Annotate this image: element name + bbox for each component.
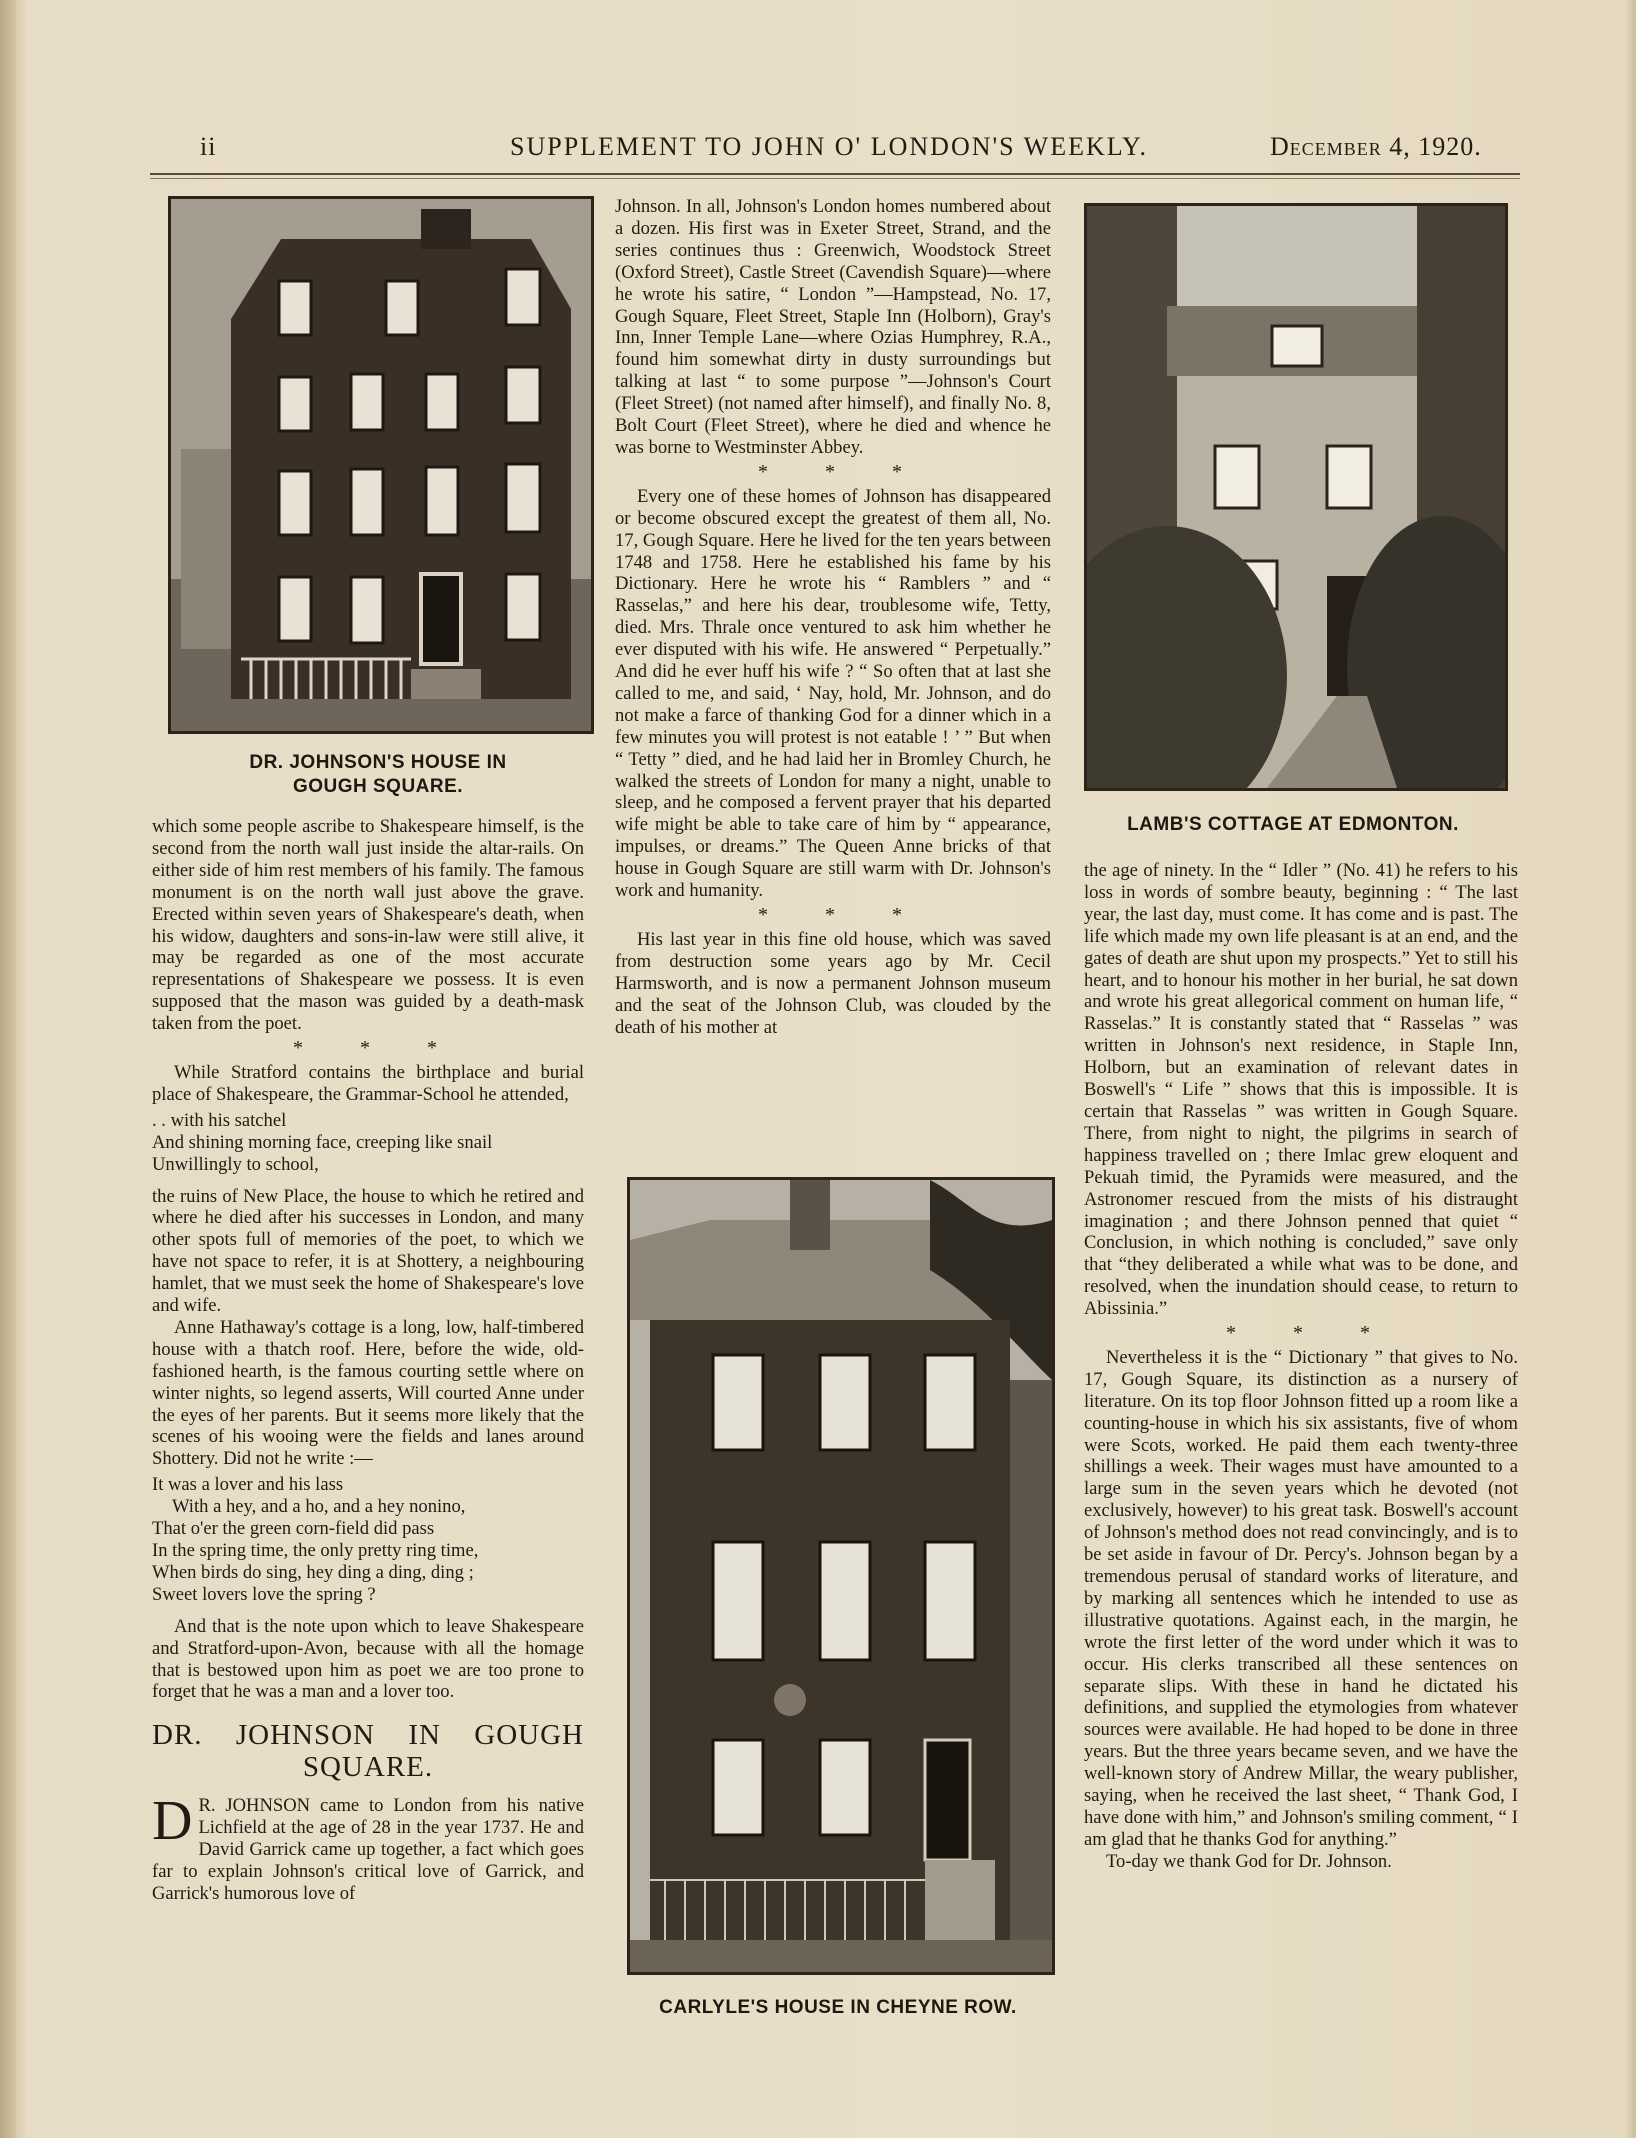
column-3: [1084, 860, 1518, 1873]
paragraph: the ruins of New Place, the house to which he retired and where he died after his successes in London, and many other spots full of memories of the poet, to which we have not space to refer, it is at Shottery, a neighbouring hamlet, that we must seek the home of Shakespeare's love and wife.: [152, 1185, 584, 1317]
caption-line: GOUGH SQUARE.: [292, 776, 464, 797]
paragraph: While Stratford contains the birthplace and burial place of Shakespeare, the Grammar-School he attended,: [152, 1061, 584, 1105]
carlyles-house-photo: [627, 1177, 1055, 1975]
johnson-house-photo: [168, 196, 594, 734]
header-rule: [150, 173, 1520, 175]
johnson-house-caption: [168, 751, 588, 799]
verse-line: With a hey, and a ho, and a hey nonino,: [172, 1496, 466, 1518]
verse-line: When birds do sing, hey ding a ding, ding ;: [152, 1561, 474, 1583]
verse-line: Unwillingly to school,: [152, 1153, 319, 1175]
heading-word: SQUARE.: [302, 1751, 434, 1784]
heading-word: DR.: [152, 1719, 203, 1752]
caption-line: DR. JOHNSON'S HOUSE IN: [249, 752, 507, 773]
section-break: * * *: [1226, 1322, 1396, 1345]
verse-line: That o'er the green corn-field did pass: [152, 1518, 435, 1540]
verse-line: . . with his satchel: [152, 1109, 287, 1131]
section-break: * * *: [758, 904, 928, 926]
paragraph: To-day we thank God for Dr. Johnson.: [1106, 1850, 1392, 1872]
paragraph: [152, 1790, 584, 1905]
header-rule-thin: [150, 178, 1520, 179]
heading-word: GOUGH: [474, 1719, 584, 1752]
section-break: * * *: [293, 1037, 463, 1060]
verse-quotation: [152, 1110, 584, 1176]
lambs-cottage-photo: [1084, 203, 1508, 791]
column-2: [615, 196, 1051, 1038]
page-edge: [1626, 0, 1636, 2138]
lambs-cottage-caption: LAMB'S COTTAGE AT EDMONTON.: [1127, 814, 1459, 835]
paragraph: Johnson. In all, Johnson's London homes numbered about a dozen. His first was in Exeter Street, Strand, and the series continues thus : Greenwich, Woodstock Street (Oxford Street), Castle Street (Cavendish Square)—where he wrote his satire, “ London ”—Hampstead, No. 17, Gough Square, Fleet Street, Staple Inn (Holborn), Gray's Inn, Inner Temple Lane—where Ozias Humphrey, R.A., found him somewhat dirty in dusty surroundings but talking at last “ to some purpose ”—Johnson's Court (Fleet Street) (not named after himself), and finally No. 8, Bolt Court (Fleet Street), where he died and whence he was borne to Westminster Abbey.: [615, 196, 1051, 458]
section-heading: [152, 1719, 584, 1783]
paragraph: His last year in this fine old house, which was saved from destruction some years ago by Mr. Cecil Harmsworth, and is now a permanent Johnson museum and the seat of the Johnson Club, was clouded by the death of his mother at: [615, 928, 1051, 1038]
paragraph: Every one of these homes of Johnson has disappeared or become obscured except the greatest of them all, No. 17, Gough Square. Here he lived for the ten years between 1748 and 1758. Here he established his fame by his Dictionary. Here he wrote his “ Ramblers ” and “ Rasselas,” and here his dear, troublesome wife, Tetty, died. Mrs. Thrale once ventured to ask him whether he ever disputed with his wife. He answered “ Perpetually.” And did he ever huff his wife ? “ So often that at last she called to me, and said, ‘ Nay, hold, Mr. Johnson, and do not make a farce of thanking God for a dinner which in a few minutes you will protest is not eatable ! ’ ” But when “ Tetty ” died, and he had laid her in Bromley Church, he walked the streets of London for many a night, unable to sleep, and he composed a fervent prayer that his departed wife might be able to take care of him by “ appearance, impulses, or dreams.” The Queen Anne bricks of that house in Gough Square are still warm with Dr. Johnson's work and humanity.: [615, 485, 1051, 902]
paragraph: Nevertheless it is the “ Dictionary ” that gives to No. 17, Gough Square, its distinction as a nursery of literature. On its top floor Johnson fitted up a room like a counting-house in which his six assistants, five of whom were Scots, worked. He paid them each twenty-three shillings a week. Their wages must have amounted to a large sum in the seven years which he devoted (not exclusively, however) to his great task. Boswell's account of Johnson's method does not read convincingly, and is to be set aside in favour of Dr. Percy's. Johnson began by a tremendous perusal of standard works of literature, and by marking all sentences which he intended to use as illustrative quotations. Against each, in the margin, he wrote the first letter of the word under which it was to occur. His clerks transcribed all these sentences on separate slips. With these in hand he dictated his definitions, and supplied the etymologies from whatever sources were available. He had hoped to be done in three years. But the three years became seven, and we have the well-known story of Andrew Millar, the weary publisher, saying, when he received the last sheet, “ Thank God, I have done with him,” and Johnson's smiling comment, “ I am glad that he thanks God for anything.”: [1084, 1346, 1518, 1850]
heading-word: IN: [408, 1719, 441, 1752]
drop-cap: D: [152, 1790, 193, 1853]
verse-line: It was a lover and his lass: [152, 1474, 344, 1496]
verse-line: Sweet lovers love the spring ?: [152, 1583, 376, 1605]
column-1: [152, 816, 584, 1905]
paragraph-text: came to London from his native Lichfield at the age of 28 in the year 1737. He and David Garrick came up together, a fact which goes far to explain Johnson's critical love of Garrick, and Garrick's humorous love of: [152, 1795, 584, 1904]
lead-in: R. JOHNSON: [198, 1795, 311, 1817]
carlyles-house-caption: CARLYLE'S HOUSE IN CHEYNE ROW.: [659, 1997, 1017, 2018]
verse-line: In the spring time, the only pretty ring time,: [152, 1540, 479, 1561]
page-number: ii: [200, 132, 217, 161]
section-break: * * *: [758, 460, 928, 483]
verse-quotation: [152, 1474, 584, 1605]
binding-edge: [0, 0, 16, 2138]
heading-word: JOHNSON: [235, 1719, 376, 1752]
paragraph: And that is the note upon which to leave Shakespeare and Stratford-upon-Avon, because with all the homage that is bestowed upon him as poet we are too prone to forget that he was a man and a lover too.: [152, 1615, 584, 1703]
issue-date: December 4, 1920.: [1270, 132, 1482, 161]
paragraph: which some people ascribe to Shakespeare himself, is the second from the north wall just inside the altar-rails. On either side of him rest members of his family. The famous monument is on the north wall just above the grave. Erected within seven years of Shakespeare's death, when his widow, daughters and sons-in-law were still alive, it may be regarded as one of the most accurate representations of Shakespeare we possess. It is even supposed that the mason was guided by a death-mask taken from the poet.: [152, 816, 584, 1035]
publication-title: SUPPLEMENT TO JOHN O' LONDON'S WEEKLY.: [510, 132, 1148, 161]
verse-line: And shining morning face, creeping like snail: [152, 1131, 493, 1153]
paragraph: Anne Hathaway's cottage is a long, low, half-timbered house with a thatch roof. Here, before the wide, old-fashioned hearth, is the famous courting settle where on winter nights, so legend asserts, Will courted Anne under the eyes of her parents. But it seems more likely that the scenes of his wooing were the fields and lanes around Shottery. Did not he write :—: [152, 1316, 584, 1470]
paragraph: the age of ninety. In the “ Idler ” (No. 41) he refers to his loss in words of sombre beauty, beginning : “ The last year, the last day, must come. It has come and is past. The life which made my own life pleasant is at an end, and the gates of death are shut upon my prospects.” Yet to still his heart, and to honour his mother in her burial, he sat down and wrote his great allegorical comment on human life, “ Rasselas.” It is constantly stated that “ Rasselas ” was written in Johnson's next residence, in Staple Inn, Holborn, but an examination of relevant dates in Boswell's “ Life ” shows that this is impossible. It is certain that Rasselas ” was written in Gough Square. There, from night to night, the pilgrims in search of happiness travelled on ; there Imlac grew eloquent and Pekuah timid, the Pyramids were measured, and the Astronomer rescued from the mists of his distraught imagination ; and there Johnson penned that quiet “ Conclusion, in which nothing is concluded,” save only that “they deliberated a while what was to be done, and resolved, when the inundation should cease, to return to Abissinia.”: [1084, 860, 1518, 1320]
